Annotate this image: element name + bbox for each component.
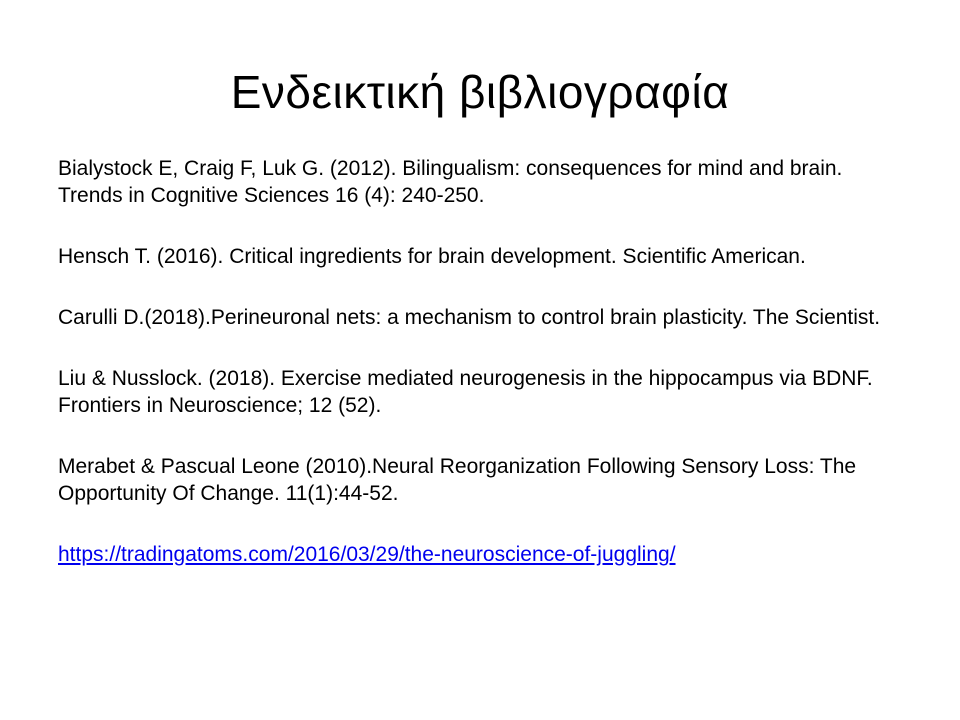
reference-list [58, 155, 908, 568]
reference-link-item [58, 541, 908, 568]
reference-item: Bialystock E, Craig F, Luk G. (2012). Bilingualism: consequences for mind and brain. Trends in Cognitive Sciences 16 (4): 240-250. [58, 157, 843, 207]
reference-item: Merabet & Pascual Leone (2010).Neural Reorganization Following Sensory Loss: The Opportunity Of Change. 11(1):44-52. [58, 455, 857, 505]
reference-item: Carulli D.(2018).Perineuronal nets: a mechanism to control brain plasticity. The Scientist. [58, 306, 881, 329]
reference-item: Hensch T. (2016). Critical ingredients for brain development. Scientific American. [58, 245, 806, 268]
slide-title: Ενδεικτική βιβλιογραφία [230, 66, 730, 118]
reference-item: Liu & Nusslock. (2018). Exercise mediated neurogenesis in the hippocampus via BDNF. Frontiers in Neuroscience; 12 (52). [58, 367, 873, 417]
reference-link[interactable]: https://tradingatoms.com/2016/03/29/the-neuroscience-of-juggling/ [58, 543, 676, 566]
